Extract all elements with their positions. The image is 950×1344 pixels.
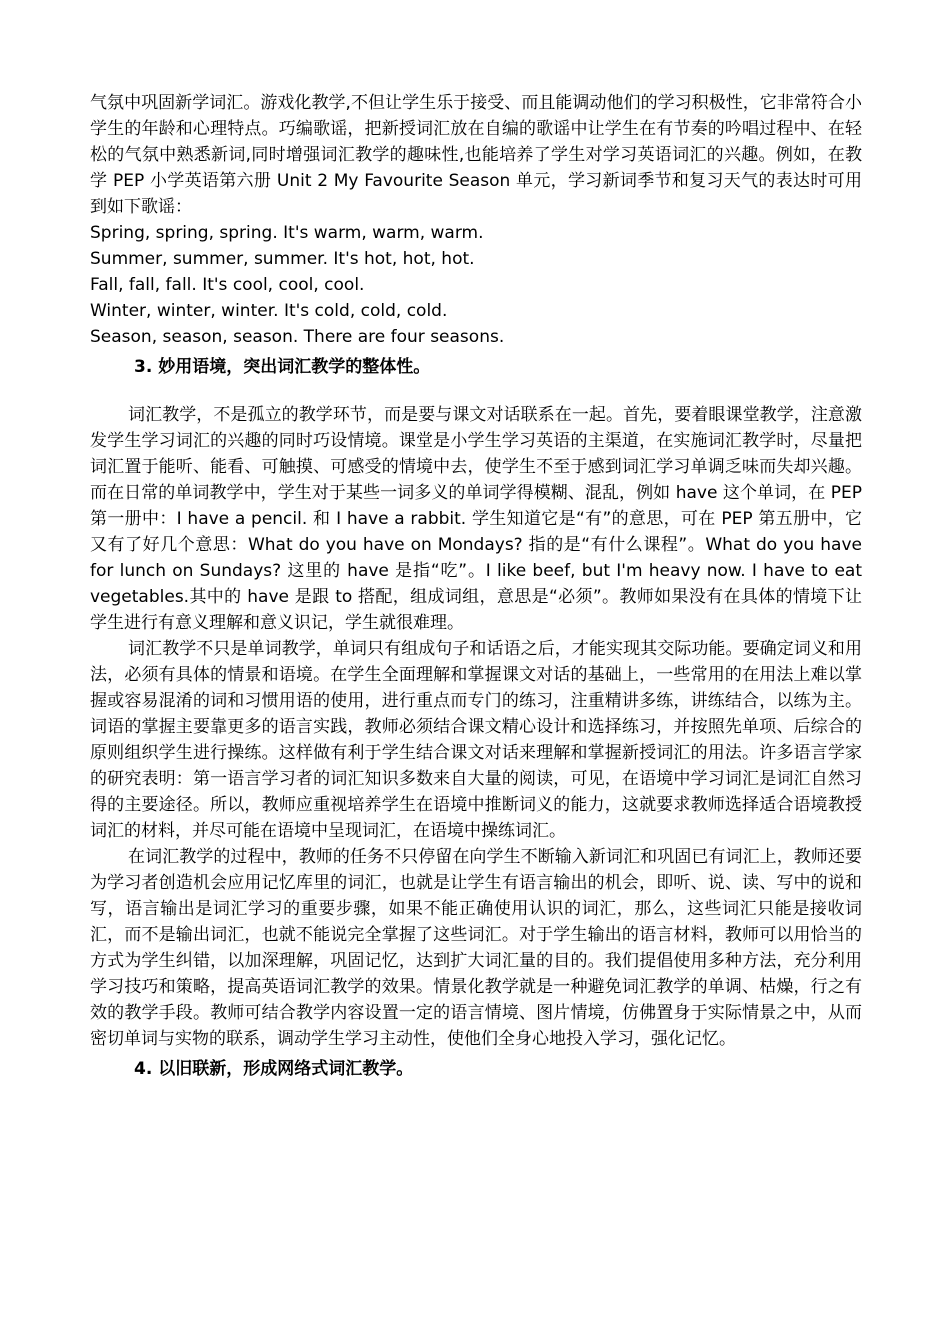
body-paragraph: 词汇教学不只是单词教学，单词只有组成句子和话语之后，才能实现其交际功能。要确定词义和用法，必须有具体的情景和语境。在学生全面理解和掌握课文对话的基础上，一些常用的在用法上难以掌握或容易混淆的词和习惯用语的使用，进行重点而专门的练习，注重精讲多练，讲练结合，以练为主。词语的掌握主要靠更多的语言实践，教师必须结合课文精心设计和选择练习，并按照先单项、后综合的原则组织学生进行操练。这样做有利于学生结合课文对话来理解和掌握新授词汇的用法。许多语言学家的研究表明：第一语言学习者的词汇知识多数来自大量的阅读，可见，在语境中学习词汇是词汇自然习得的主要途径。所以，教师应重视培养学生在语境中推断词义的能力，这就要求教师选择适合语境教授词汇的材料，并尽可能在语境中呈现词汇，在语境中操练词汇。 <box>90 639 862 841</box>
chant-line: Winter, winter, winter. It's cold, cold, cold. <box>90 301 448 321</box>
intro-paragraph: 气氛中巩固新学词汇。游戏化教学,不但让学生乐于接受、而且能调动他们的学习积极性，它非常符合小学生的年龄和心理特点。巧编歌谣，把新授词汇放在自编的歌谣中让学生在有节奏的吟唱过程中、在轻松的气氛中熟悉新词,同时增强词汇教学的趣味性,也能培养了学生对学习英语词汇的兴趣。例如，在教学 PEP 小学英语第六册 Unit 2 My Favourite Season 单元，学习新词季节和复习天气的表达时可用到如下歌谣： <box>90 93 862 217</box>
chant-line: Spring, spring, spring. It's warm, warm, warm. <box>90 223 484 243</box>
chant-line: Season, season, season. There are four seasons. <box>90 327 505 347</box>
document-page <box>90 90 862 1082</box>
body-paragraph: 词汇教学，不是孤立的教学环节，而是要与课文对话联系在一起。首先，要着眼课堂教学，注意激发学生学习词汇的兴趣的同时巧设情境。课堂是小学生学习英语的主渠道，在实施词汇教学时，尽量把词汇置于能听、能看、可触摸、可感受的情境中去，使学生不至于感到词汇学习单调乏味而失却兴趣。而在日常的单词教学中，学生对于某些一词多义的单词学得模糊、混乱，例如 have 这个单词，在 PEP 第一册中：I have a pencil. 和 I have a rabbit. 学生知道它是“有”的意思，可在 PEP 第五册中，它又有了好几个意思：What do you have on Mondays? 指的是“有什么课程”。What do you have for lunch on Sundays? 这里的 have 是指“吃”。I like beef, but I'm heavy now. I have to eat vegetables.其中的 have 是跟 to 搭配，组成词组，意思是“必须”。教师如果没有在具体的情境下让学生进行有意义理解和意义识记，学生就很难理。 <box>90 405 862 633</box>
section-heading-4: 4. 以旧联新，形成网络式词汇教学。 <box>134 1059 414 1079</box>
chant-line: Summer, summer, summer. It's hot, hot, hot. <box>90 249 475 269</box>
body-paragraph: 在词汇教学的过程中，教师的任务不只停留在向学生不断输入新词汇和巩固已有词汇上，教师还要为学习者创造机会应用记忆库里的词汇，也就是让学生有语言输出的机会，即听、说、读、写中的说和写，语言输出是词汇学习的重要步骤，如果不能正确使用认识的词汇，那么，这些词汇只能是接收词汇，而不是输出词汇，也就不能说完全掌握了这些词汇。对于学生输出的语言材料，教师可以用恰当的方式为学生纠错，以加深理解，巩固记忆，达到扩大词汇量的目的。我们提倡使用多种方法，充分利用学习技巧和策略，提高英语词汇教学的效果。情景化教学就是一种避免词汇教学的单调、枯燥，行之有效的教学手段。教师可结合教学内容设置一定的语言情境、图片情境，仿佛置身于实际情景之中，从而密切单词与实物的联系，调动学生学习主动性，使他们全身心地投入学习，强化记忆。 <box>90 847 862 1049</box>
section-heading-3: 3. 妙用语境，突出词汇教学的整体性。 <box>134 357 431 377</box>
season-chant <box>90 220 862 350</box>
chant-line: Fall, fall, fall. It's cool, cool, cool. <box>90 275 365 295</box>
